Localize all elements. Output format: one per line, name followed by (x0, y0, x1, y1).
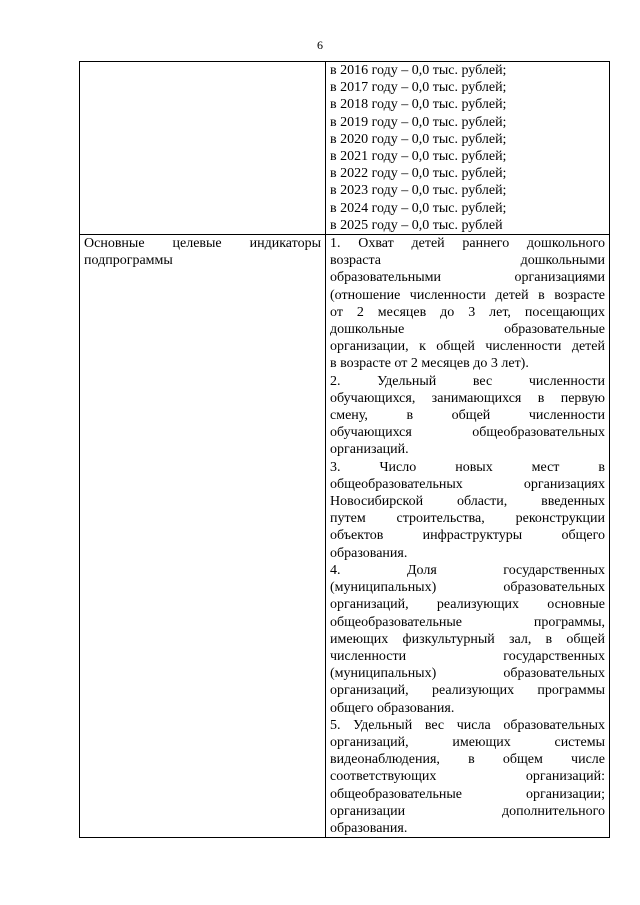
indicator-text-line: образования. (330, 545, 408, 561)
indicator-text-line: организаций, реализующих программы (330, 683, 605, 699)
indicator-text-line: (муниципальных) образовательных (330, 666, 605, 682)
funding-year-line: в 2020 году – 0,0 тыс. рублей; (330, 131, 507, 147)
indicator-text-line: дошкольные образовательные (330, 322, 605, 338)
indicator-text-line: образовательными организациями (330, 270, 605, 286)
funding-row (80, 62, 610, 235)
indicator-item (330, 235, 605, 373)
indicators-label-line: Основные целевые индикаторы (84, 236, 321, 252)
indicator-text-line: (муниципальных) образовательных (330, 580, 605, 596)
indicator-text-line: обучающихся общеобразовательных (330, 425, 605, 441)
indicator-item (330, 373, 605, 459)
indicators-label-line: подпрограммы (84, 253, 173, 269)
indicator-text-line: 2. Удельный вес численности (330, 373, 605, 389)
indicators-label-cell (80, 235, 326, 838)
indicator-text-line: 5. Удельный вес числа образовательных (330, 717, 605, 733)
indicator-text-line: численности государственных (330, 648, 605, 664)
funding-values-cell (326, 62, 610, 235)
funding-year-line: в 2018 году – 0,0 тыс. рублей; (330, 97, 507, 113)
funding-year-line: в 2022 году – 0,0 тыс. рублей; (330, 166, 507, 182)
funding-year-line: в 2017 году – 0,0 тыс. рублей; (330, 80, 507, 96)
indicator-text-line: организации дополнительного (330, 803, 605, 819)
indicators-row (80, 235, 610, 838)
indicator-text-line: (отношение численности детей в возрасте (330, 287, 605, 303)
indicator-text-line: путем строительства, реконструкции (330, 511, 605, 527)
indicator-text-line: организаций. (330, 442, 409, 458)
indicator-text-line: организаций, имеющих системы (330, 734, 605, 750)
page-number: 6 (317, 38, 323, 52)
funding-year-line: в 2021 году – 0,0 тыс. рублей; (330, 149, 507, 165)
indicator-text-line: обучающихся, занимающихся в первую (330, 390, 605, 406)
indicator-text-line: смену, в общей численности (330, 408, 605, 424)
indicator-text-line: соответствующих организаций: (330, 769, 605, 785)
indicator-text-line: образования. (330, 820, 408, 836)
indicator-text-line: общеобразовательные программы, (330, 614, 605, 630)
indicator-text-line: общего образования. (330, 700, 455, 716)
indicator-item (330, 459, 605, 562)
indicator-text-line: 3. Число новых мест в (330, 459, 605, 475)
funding-label-cell (80, 62, 326, 235)
funding-year-line: в 2016 году – 0,0 тыс. рублей; (330, 63, 507, 78)
indicator-text-line: возраста дошкольными (330, 253, 605, 269)
indicator-text-line: организаций, реализующих основные (330, 597, 605, 613)
indicator-text-line: видеонаблюдения, в общем числе (330, 752, 605, 768)
indicator-text-line: Новосибирской области, введенных (330, 494, 605, 510)
indicator-text-line: организации, к общей численности детей (330, 339, 605, 355)
funding-year-line: в 2023 году – 0,0 тыс. рублей; (330, 183, 507, 199)
indicator-text-line: от 2 месяцев до 3 лет, посещающих (330, 304, 605, 320)
indicator-text-line: имеющих физкультурный зал, в общей (330, 631, 605, 647)
indicators-values-cell (326, 235, 610, 838)
indicator-text-line: 1. Охват детей раннего дошкольного (330, 236, 605, 252)
indicator-item (330, 562, 605, 717)
indicator-text-line: в возрасте от 2 месяцев до 3 лет). (330, 356, 529, 372)
indicator-text-line: общеобразовательных организациях (330, 476, 605, 492)
passport-table (79, 61, 610, 838)
indicator-text-line: 4. Доля государственных (330, 562, 605, 578)
indicator-item (330, 717, 605, 837)
funding-year-line: в 2025 году – 0,0 тыс. рублей (330, 217, 503, 233)
funding-year-line: в 2019 году – 0,0 тыс. рублей; (330, 114, 507, 130)
funding-year-line: в 2024 году – 0,0 тыс. рублей; (330, 200, 507, 216)
indicator-text-line: объектов инфраструктуры общего (330, 528, 605, 544)
indicator-text-line: общеобразовательные организации; (330, 786, 605, 802)
